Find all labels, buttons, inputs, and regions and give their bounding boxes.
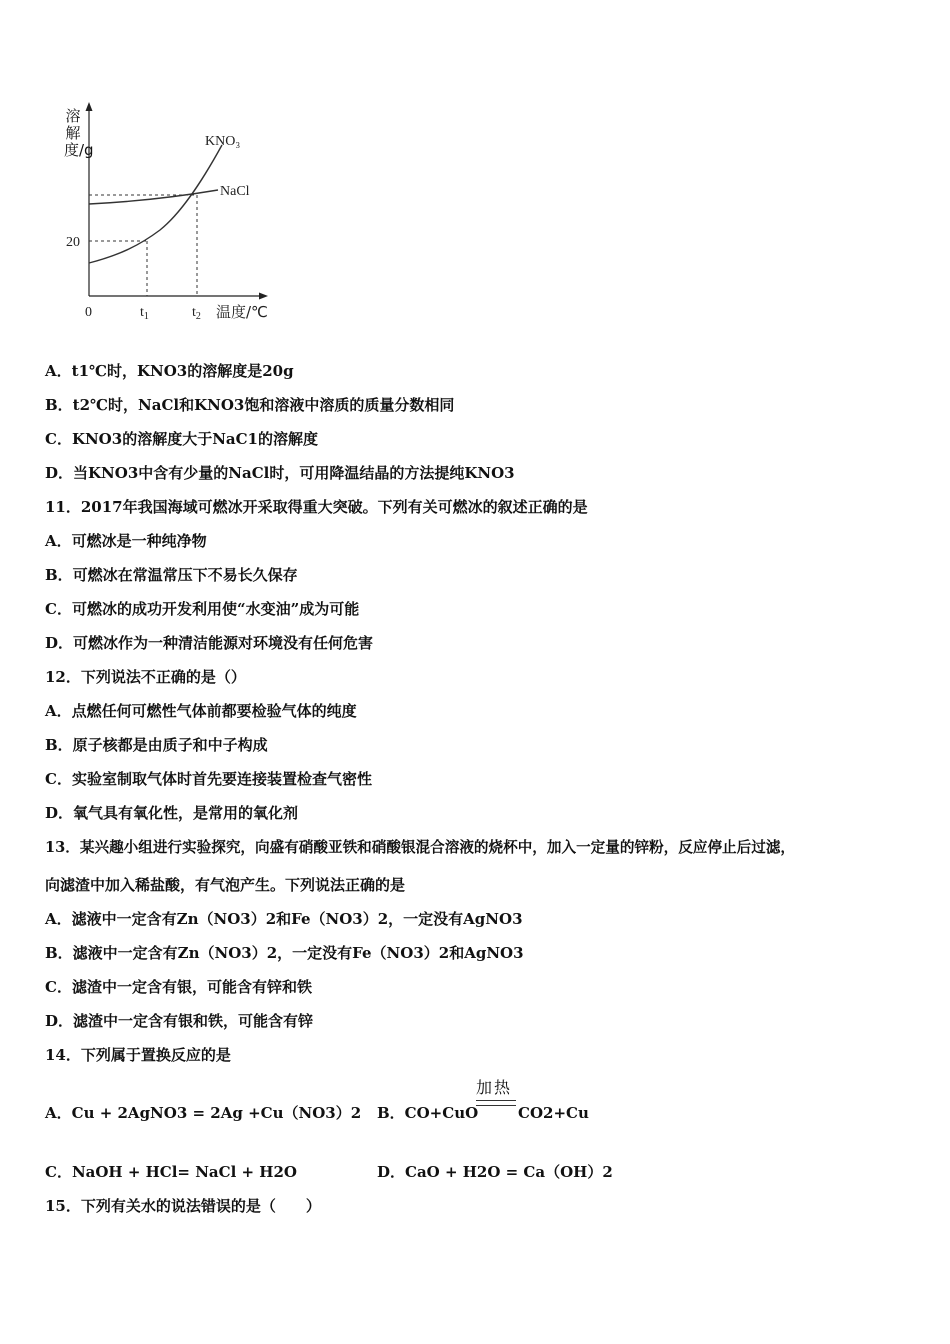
x-tick-0: 0	[85, 305, 92, 320]
x-axis-label: 温度/℃	[216, 303, 268, 321]
q14-stem: 14．下列属于置换反应的是	[45, 1046, 231, 1064]
q12-stem: 12．下列说法不正确的是（）	[45, 668, 246, 686]
q13-option-d: D．滤渣中一定含有银和铁，可能含有锌	[45, 1012, 314, 1030]
q14-option-a: A．Cu + 2AgNO3 = 2Ag +Cu（NO3）2	[45, 1104, 362, 1122]
y-axis-arrow	[86, 102, 93, 111]
series-label-nacl: NaCl	[220, 184, 250, 199]
q14-option-d: D．CaO + H2O = Ca（OH）2	[377, 1163, 613, 1181]
q13-option-c: C．滤渣中一定含有银，可能含有锌和铁	[45, 978, 312, 996]
q10-option-a: A．t1℃时，KNO3的溶解度是20g	[45, 362, 294, 380]
q15-stem: 15．下列有关水的说法错误的是（ ）	[45, 1197, 321, 1215]
q12-option-d: D．氧气具有氧化性，是常用的氧化剂	[45, 804, 299, 822]
q13-stem-line2: 向滤渣中加入稀盐酸，有气泡产生。下列说法正确的是	[45, 876, 406, 894]
q13-option-b: B．滤液中一定含有Zn（NO3）2，一定没有Fe（NO3）2和AgNO3	[45, 944, 524, 962]
q14-option-c: C．NaOH + HCl= NaCl + H2O	[45, 1163, 297, 1181]
q14-heat-condition: 加热	[476, 1078, 513, 1097]
q14-option-b-left: B．CO+CuO	[377, 1104, 479, 1122]
q13-option-a: A．滤液中一定含有Zn（NO3）2和Fe（NO3）2，一定没有AgNO3	[45, 910, 523, 928]
kno3-curve	[89, 145, 222, 263]
q11-option-b: B．可燃冰在常温常压下不易长久保存	[45, 566, 298, 584]
chart-y-axis-label: 溶解度/g	[64, 107, 94, 159]
q11-stem: 11．2017年我国海域可燃冰开采取得重大突破。下列有关可燃冰的叙述正确的是	[45, 498, 588, 516]
x-tick-t2: $t_2$	[192, 305, 201, 322]
q10-option-b: B．t2℃时，NaCl和KNO3饱和溶液中溶质的质量分数相同	[45, 396, 455, 414]
y-tick-20: 20	[66, 235, 80, 250]
q11-option-a: A．可燃冰是一种纯净物	[45, 532, 207, 550]
series-label-kno3: KNO₃	[205, 134, 241, 149]
q10-option-c: C．KNO3的溶解度大于NaC1的溶解度	[45, 430, 318, 448]
q11-option-c: C．可燃冰的成功开发利用使“水变油”成为可能	[45, 600, 360, 618]
q12-option-a: A．点燃任何可燃性气体前都要检验气体的纯度	[45, 702, 357, 720]
x-axis-arrow	[259, 293, 268, 300]
q14-option-b-right: CO2+Cu	[518, 1104, 589, 1122]
solubility-chart	[55, 100, 295, 330]
q11-option-d: D．可燃冰作为一种清洁能源对环境没有任何危害	[45, 634, 374, 652]
q14-equals-bar	[476, 1100, 516, 1106]
q13-stem-line1: 13．某兴趣小组进行实验探究，向盛有硝酸亚铁和硝酸银混合溶液的烧杯中，加入一定量的锌粉，反应停止后过滤，	[45, 839, 796, 856]
q10-option-d: D．当KNO3中含有少量的NaCl时，可用降温结晶的方法提纯KNO3	[45, 464, 515, 482]
nacl-curve	[89, 190, 218, 204]
q12-option-c: C．实验室制取气体时首先要连接装置检查气密性	[45, 770, 372, 788]
q12-option-b: B．原子核都是由质子和中子构成	[45, 736, 268, 754]
x-tick-t1: $t_1$	[140, 305, 149, 322]
